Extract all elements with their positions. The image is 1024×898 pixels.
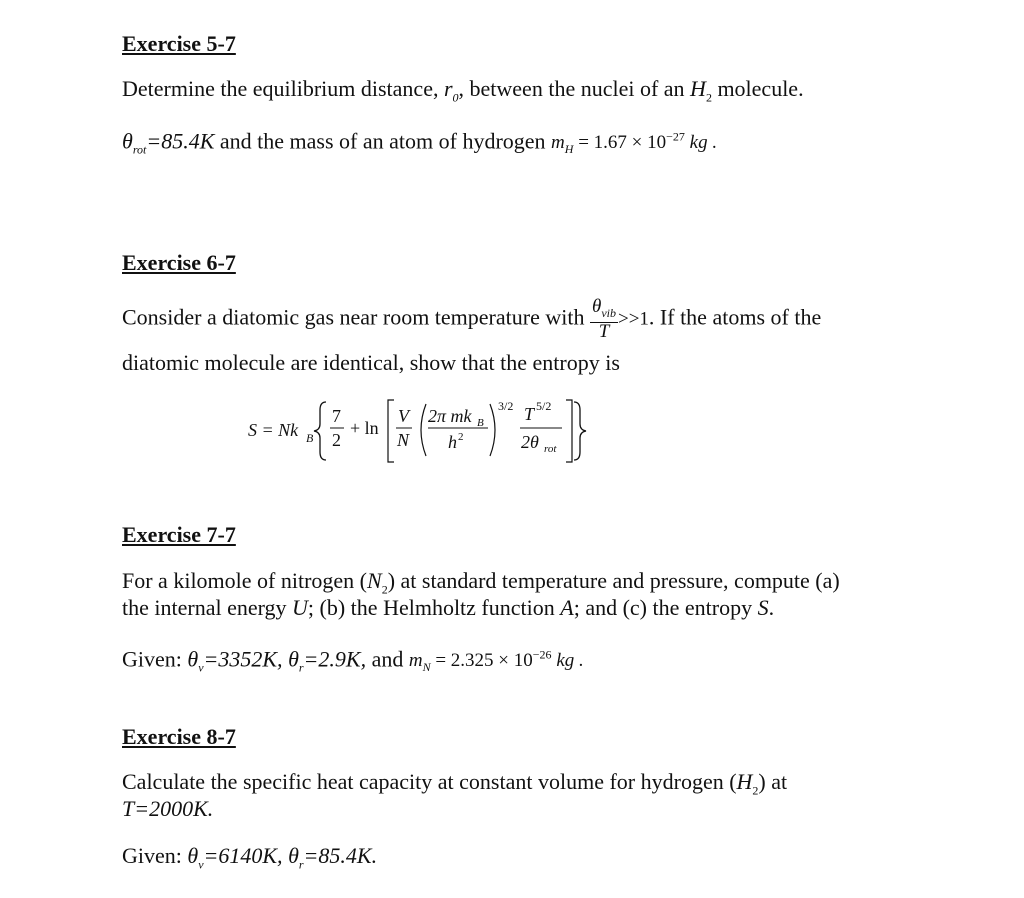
eq-V: V	[398, 406, 409, 426]
right-brace	[574, 402, 586, 460]
eq-two: 2	[332, 430, 341, 450]
exercise-7-7-line1: For a kilomole of nitrogen $(N_2)$ at standard temperature and pressure, compute (a)	[122, 568, 840, 597]
left-bracket	[388, 400, 394, 462]
entropy-equation-svg	[248, 396, 588, 466]
eq-2theta-sub: rot	[544, 443, 557, 455]
eq-T-exp: 5/2	[536, 399, 552, 413]
left-paren	[421, 404, 426, 456]
theta-vib-over-T: $\frac{\theta_{vib}}{T}$	[591, 296, 616, 342]
exercise-8-7-title: Exercise 8-7	[122, 724, 236, 749]
right-paren	[490, 404, 495, 456]
exercise-7-7-line2: the internal energy U; (b) the Helmholtz function A; and (c) the entropy S.	[122, 595, 775, 620]
exercise-6-7-line2: diatomic molecule are identical, show that the entropy is	[122, 350, 620, 375]
exercise-8-7-line1: Calculate the specific heat capacity at constant volume for hydrogen $(H_2)$ at	[122, 769, 788, 798]
eq-two-pi-mk-sub: B	[477, 417, 484, 429]
exercise-5-7-line1: Determine the equilibrium distance, $r_0$, between the nuclei of an $H_2$ molecule.	[122, 76, 804, 105]
right-bracket	[566, 400, 572, 462]
eq-h-exp: 2	[458, 431, 464, 443]
eq-exp-32: 3/2	[498, 399, 514, 413]
eq-plus-ln: + ln	[350, 418, 379, 438]
exercise-6-7-line1: Consider a diatomic gas near room temperature with $\frac{\theta_{vib}}{T}$ >>1. If the atoms of the	[122, 296, 822, 342]
exercise-7-7-given: Given: $\theta_v=3352K$, $\theta_r=2.9K$, and $m_N = 2.325 \times 10^{-26}$ kg .	[122, 646, 584, 675]
exercise-7-7-title: Exercise 7-7	[122, 522, 236, 547]
eq-2theta: 2θ	[521, 432, 539, 452]
left-brace	[314, 402, 326, 460]
eq-lhs: S = Nk	[248, 420, 299, 440]
eq-N: N	[397, 430, 410, 450]
eq-T: T	[524, 404, 535, 424]
eq-seven: 7	[332, 406, 341, 426]
exercise-5-7-line2: $\theta_{rot}=85.4K$ and the mass of an atom of hydrogen $m_H = 1.67 \times 10^{-27}$ kg .	[122, 128, 718, 157]
eq-lhs-sub: B	[306, 431, 314, 445]
exercise-8-7-given: Given: $\theta_v=6140K$, $\theta_r=85.4K$.	[122, 843, 378, 872]
exercise-5-7-title: Exercise 5-7	[122, 31, 236, 56]
eq-two-pi-mk: 2π mk	[428, 406, 472, 426]
eq-h: h	[448, 432, 457, 452]
entropy-equation	[248, 396, 588, 466]
exercise-8-7-line2: T=2000K.	[122, 796, 214, 821]
exercise-6-7-title: Exercise 6-7	[122, 250, 236, 275]
